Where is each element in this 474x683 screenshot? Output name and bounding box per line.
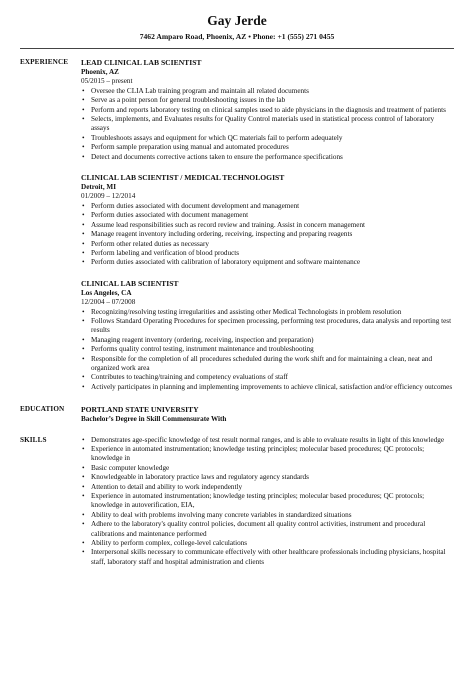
skills-list (81, 436, 454, 568)
job-title: CLINICAL LAB SCIENTIST / MEDICAL TECHNOLOGIST (81, 173, 285, 183)
list-item: • Performs quality control testing, instrument maintenance and troubleshooting (91, 345, 454, 354)
list-item: • Manage reagent inventory including ordering, receiving, inspecting and preparing reagents (91, 230, 454, 239)
job-entry (81, 279, 454, 392)
list-item: • Perform labeling and verification of blood products (91, 249, 454, 258)
list-item: • Attention to detail and ability to work independently (91, 483, 454, 492)
list-item: • Oversee the CLIA Lab training program and maintain all related documents (91, 87, 454, 96)
school-name: PORTLAND STATE UNIVERSITY (81, 405, 199, 415)
experience-section (20, 58, 454, 403)
list-item: • Interpersonal skills necessary to communicate effectively with other healthcare professionals including physicians, hospital staff, laboratory staff and hospital administration and clients (91, 548, 454, 567)
list-item: • Actively participates in planning and implementing improvements to achieve clinical, satisfaction and/or efficiency outcomes (91, 383, 454, 392)
job-dates: 05/2015 – present (81, 77, 133, 86)
list-item: • Managing reagent inventory (ordering, receiving, inspection and preparation) (91, 336, 454, 345)
list-item: • Responsible for the completion of all procedures scheduled during the work shift and for maintaining a clean, neat and organized work area (91, 355, 454, 374)
list-item: • Demonstrates age-specific knowledge of test result normal ranges, and is able to evaluate results in light of this knowledge (91, 436, 454, 445)
job-location: Phoenix, AZ (81, 68, 119, 76)
skills-heading: SKILLS (20, 435, 47, 444)
skills-section (20, 436, 454, 568)
list-item: • Experience in automated instrumentation; knowledge testing principles; molecular based procedures; QC protocols; knowledge in autoverification, EIA, (91, 492, 454, 511)
experience-list (81, 58, 454, 403)
list-item: • Adhere to the laboratory's quality control policies, document all quality control activities, instrument and procedural calibrations and maintenance performed (91, 520, 454, 539)
job-dates: 12/2004 – 07/2008 (81, 298, 136, 307)
list-item: • Perform and reports laboratory testing on clinical samples used to aide physicians in the diagnosis and treatment of patients (91, 106, 454, 115)
header-divider (20, 48, 454, 49)
list-item: • Selects, implements, and Evaluates results for Quality Control materials used in statistical process control of laboratory assays (91, 115, 454, 134)
job-duties-list (81, 308, 454, 393)
list-item: • Contributes to teaching/training and competency evaluations of staff (91, 373, 454, 382)
list-item: • Serve as a point person for general troubleshooting issues in the lab (91, 96, 454, 105)
job-entry (81, 58, 454, 162)
list-item: • Experience in automated instrumentation; knowledge testing principles; molecular based procedures; QC protocols; knowledge in (91, 445, 454, 464)
list-item: • Perform duties associated with document development and management (91, 202, 454, 211)
contact-line: 7462 Amparo Road, Phoenix, AZ • Phone: +1 (555) 271 0455 (139, 32, 335, 41)
list-item: • Ability to perform complex, college-level calculations (91, 539, 454, 548)
list-item: • Perform other related duties as necessary (91, 240, 454, 249)
list-item: • Perform sample preparation using manual and automated procedures (91, 143, 454, 152)
education-section (20, 405, 454, 424)
job-dates: 01/2009 – 12/2014 (81, 192, 136, 201)
job-location: Detroit, MI (81, 183, 116, 192)
list-item: • Assume lead responsibilities such as record review and training. Assist in concern management (91, 221, 454, 230)
list-item: • Perform duties associated with document management (91, 211, 454, 220)
degree: Bachelor’s Degree in Skill Commensurate With (81, 415, 227, 424)
list-item: • Basic computer knowledge (91, 464, 454, 473)
list-item: • Knowledgeable in laboratory practice laws and regulatory agency standards (91, 473, 454, 482)
job-duties-list (81, 202, 454, 268)
list-item: • Troubleshoots assays and equipment for which QC materials fail to perform adequately (91, 134, 454, 143)
job-location: Los Angeles, CA (81, 288, 132, 297)
list-item: • Perform duties associated with calibration of laboratory equipment and software maintenance (91, 258, 454, 267)
list-item: • Ability to deal with problems involving many concrete variables in standardized situations (91, 511, 454, 520)
job-duties-list (81, 87, 454, 162)
education-heading: EDUCATION (20, 405, 65, 414)
job-title: LEAD CLINICAL LAB SCIENTIST (81, 58, 202, 67)
candidate-name: Gay Jerde (207, 13, 267, 28)
list-item: • Detect and documents corrective actions taken to ensure the performance specifications (91, 153, 454, 162)
list-item: • Recognizing/resolving testing irregularities and assisting other Medical Technologists in problem resolution (91, 308, 454, 317)
job-entry (81, 173, 454, 268)
list-item: • Follows Standard Operating Procedures for specimen processing, performing test procedures, data analysis and reporting test results (91, 317, 454, 336)
job-title: CLINICAL LAB SCIENTIST (81, 278, 179, 288)
experience-heading: EXPERIENCE (20, 58, 69, 66)
